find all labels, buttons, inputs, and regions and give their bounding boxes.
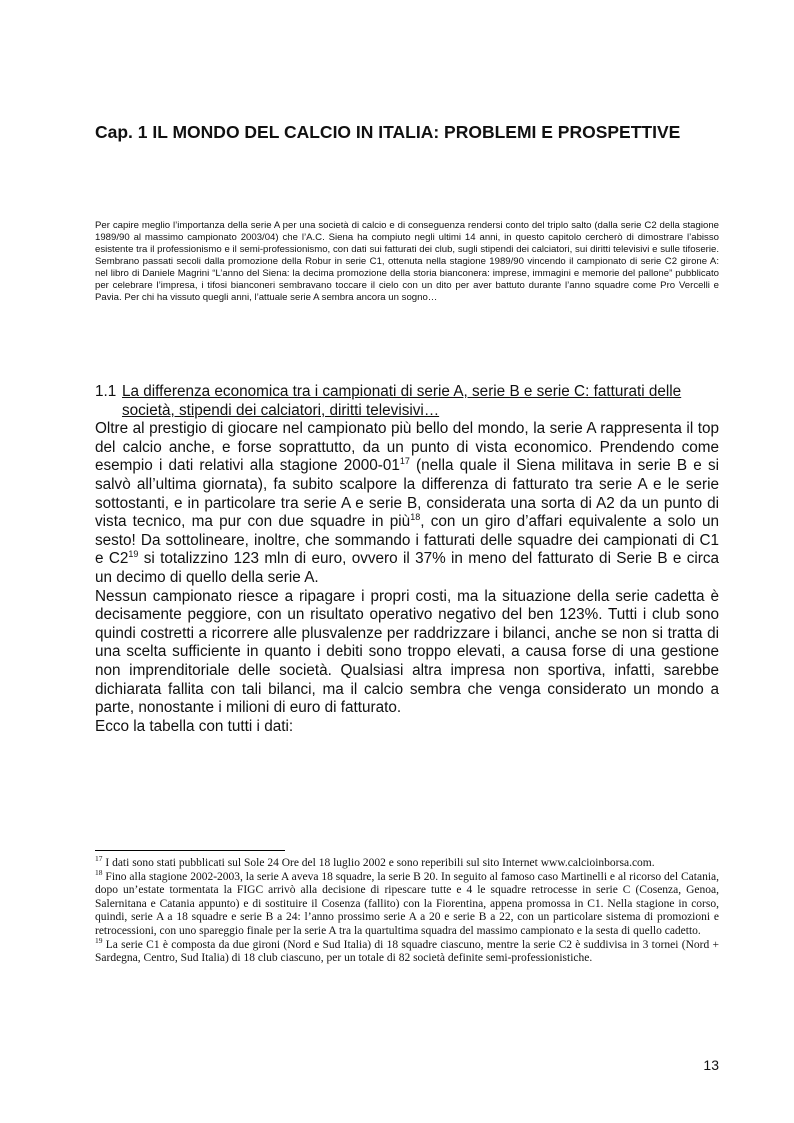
footnote-18 [95, 867, 719, 939]
p1-part-a: Oltre al prestigio di giocare nel campionato più bello del mondo, la serie A rappresenta il top del calcio anche, e forse soprattutto, da un punto di vista economico. Prendendo come esempio i dati relativi alla stagione 2000-01 [95, 420, 719, 475]
footnote-ref-18[interactable]: 18 [410, 512, 421, 523]
chapter-intro: Per capire meglio l’importanza della serie A per una società di calcio e di conseguenza rendersi conto del triplo salto (dalla serie C2 della stagione 1989/90 al massimo campionato 2003/04) che l’A.C. Siena ha compiuto negli ultimi 14 anni, in questo capitolo cercherò di dimostrare l’abisso esistente tra il professionismo e il semi-professionismo, con dati sui fatturati dei club, sugli stipendi dei calciatori, sui diritti televisivi e sulle tifoserie. Sembrano passati secoli dalla promozione della Robur in serie C1, ottenuta nella stagione 1989/90 vincendo il campionato di serie C2 girone A: nel libro di Daniele Magrini “L’anno del Siena: la decima promozione della storia bianconera: imprese, immagini e memorie del pallone” pubblicato per celebrare l’impresa, i tifosi bianconeri sembravano toccare il cielo con un dito per aver battuto durante l’anno squadre come Pro Vercelli e Pavia. Per chi ha vissuto quegli anni, l’attuale serie A sembra ancora un sogno… [95, 220, 719, 303]
body-paragraph-1 [95, 420, 719, 587]
body-paragraph-3: Ecco la tabella con tutti i dati: [95, 717, 294, 735]
footnote-ref-19[interactable]: 19 [128, 549, 139, 560]
footnote-number: 17 [95, 854, 103, 864]
p1-part-c: , con un giro d’affari equivalente a solo un sesto! Da sottolineare, inoltre, che sommando i fatturati delle squadre dei campionati di C1 e C2 [95, 513, 719, 568]
footnote-text: Fino alla stagione 2002-2003, la serie A aveva 18 squadre, la serie B 20. In seguito al famoso caso Martinelli e al ricorso del Catania, dopo un’estate tormentata la FIGC arrivò alla decisione di ripescare tutte e 4 le squadre retrocesse in serie C (Cosenza, Genoa, Salernitana e Catania appunto) e di sostituire il Cosenza (fallito) con la Fiorentina, appena promossa in C1. Nella stagione in corso, quindi, serie A a 18 squadre e serie B a 24: l’anno prossimo serie A a 20 e serie B a 22, con un particolare sistema di promozioni e retrocessioni, con uno spareggio finale per la serie A tra la quartultima squadra del massimo campionato e la sesta di quello cadetto. [95, 870, 719, 937]
section-heading-text: La differenza economica tra i campionati di serie A, serie B e serie C: fatturati delle società, stipendi dei calciatori, diritti televisivi… [122, 383, 682, 419]
body-paragraph-2: Nessun campionato riesce a ripagare i propri costi, ma la situazione della serie cadetta è decisamente peggiore, con un risultato operativo negativo del ben 123%. Tutti i club sono quindi costretti a ricorrere alle plusvalenze per raddrizzare i bilanci, anche se non si tratta di una scelta sufficiente in quanto i debiti sono troppo elevati, a causa forse di una gestione non imprenditoriale delle società. Qualsiasi altra impresa non sportiva, infatti, sarebbe dichiarata fallita con tali bilanci, ma il calcio sembra che venga considerato un mondo a parte, nonostante i milioni di euro di fatturato. [95, 587, 719, 717]
section-1-1 [95, 383, 719, 736]
footnote-number: 18 [95, 867, 103, 877]
footnote-text: I dati sono stati pubblicati sul Sole 24 Ore del 18 luglio 2002 e sono reperibili sul sito Internet www.calcioinborsa.com. [102, 857, 655, 869]
footnote-19 [95, 935, 719, 966]
section-number: 1.1 [95, 383, 117, 400]
section-heading [95, 383, 719, 420]
footnote-17 [95, 854, 719, 871]
p1-part-b: (nella quale il Siena militava in serie B e si salvò all’ultima giornata), fa subito scalpore la differenza di fatturato tra serie A e le serie sottostanti, e in particolare tra serie A e serie B, considerata una sorta di A2 da un punto di vista tecnico, ma pur con due squadre in più [95, 457, 719, 531]
footnote-number: 19 [95, 935, 103, 945]
page-number: 13 [703, 1057, 719, 1073]
footnotes [95, 854, 719, 966]
footnote-ref-17[interactable]: 17 [399, 456, 410, 467]
p1-part-d: si totalizzino 123 mln di euro, ovvero il 37% in meno del fatturato di Serie B e circa un decimo di quello della serie A. [95, 550, 719, 586]
footnote-text: La serie C1 è composta da due gironi (Nord e Sud Italia) di 18 squadre ciascuno, mentre la serie C2 è suddivisa in 3 tornei (Nord + Sardegna, Centro, Sud Italia) di 18 club ciascuno, per un totale di 82 società definite semi-professionistiche. [95, 938, 719, 965]
footnote-separator [95, 850, 285, 851]
chapter-title: Cap. 1 IL MONDO DEL CALCIO IN ITALIA: PROBLEMI E PROSPETTIVE [95, 122, 681, 142]
